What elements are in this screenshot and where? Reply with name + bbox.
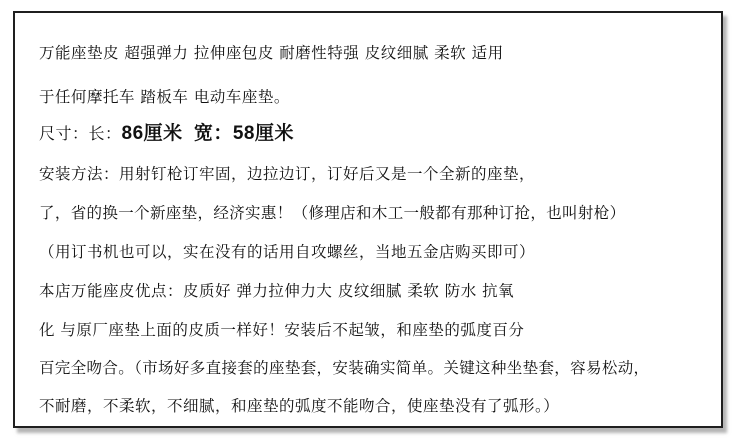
- text-line-5: 了，省的换一个新座垫，经济实惠！（修理店和木工一般都有那种订抢，也叫射枪）: [39, 204, 626, 222]
- text-line-10: 不耐磨，不柔软，不细腻，和座垫的弧度不能吻合，使座垫没有了弧形。）: [39, 397, 560, 415]
- size-length: 86厘米: [121, 123, 183, 144]
- text-line-2: 于任何摩托车 踏板车 电动车座垫。: [39, 88, 290, 106]
- text-line-8: 化 与原厂座垫上面的皮质一样好！安装后不起皱，和座垫的弧度百分: [39, 321, 525, 339]
- text-line-7: 本店万能座皮优点：皮质好 弹力拉伸力大 皮纹细腻 柔软 防水 抗氧: [39, 282, 515, 300]
- size-width: 58厘米: [232, 123, 294, 144]
- text-line-4: 安装方法：用射钉枪订牢固，边拉边订，订好后又是一个全新的座垫，: [39, 165, 536, 183]
- size-width-label: 宽：: [193, 123, 233, 144]
- size-line: [39, 124, 294, 143]
- size-prefix: 尺寸：长：: [39, 124, 122, 143]
- description-card: [13, 11, 723, 428]
- text-line-6: （用订书机也可以，实在没有的话用自攻螺丝，当地五金店购买即可）: [39, 243, 536, 261]
- text-line-9: 百完全吻合。（市场好多直接套的座垫套，安装确实简单。关键这种坐垫套，容易松动，: [39, 359, 650, 377]
- text-line-1: 万能座垫皮 超强弹力 拉伸座包皮 耐磨性特强 皮纹细腻 柔软 适用: [39, 44, 504, 62]
